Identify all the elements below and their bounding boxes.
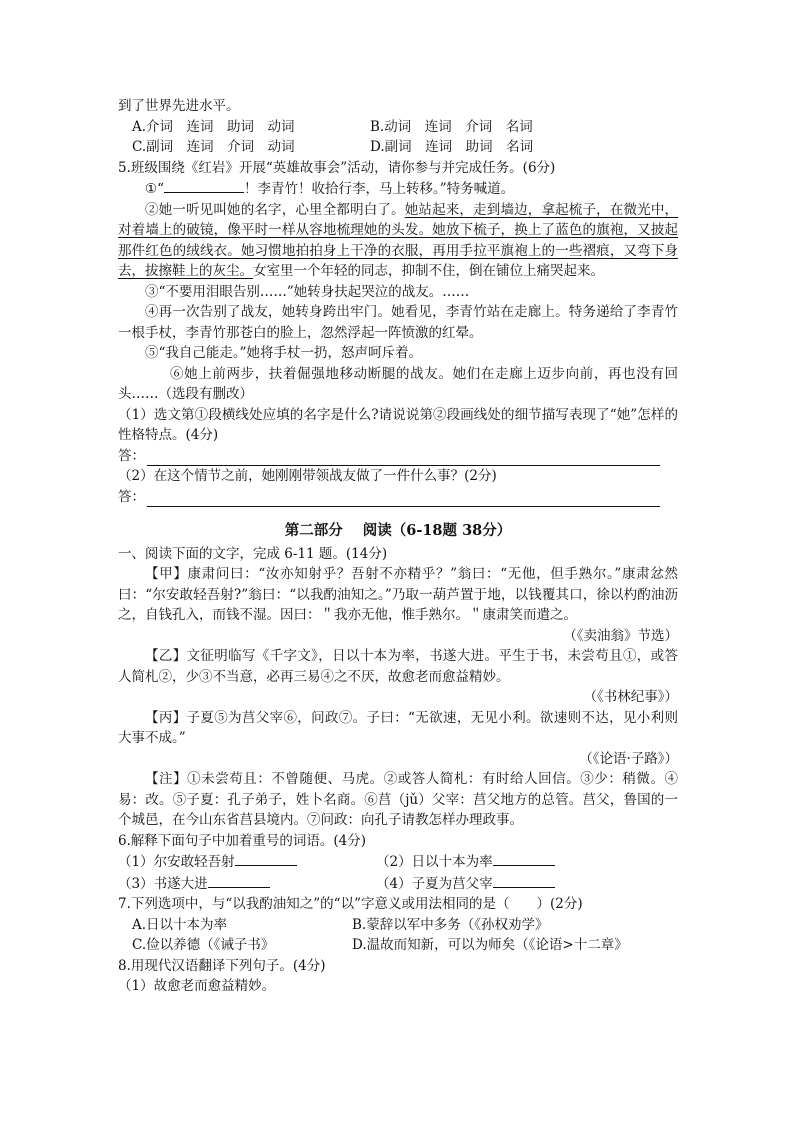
passage-yi: 【乙】文征明临写《千字文》，日以十本为率，书遂大进。平生于书，未尝苟且①，或答人简札②，少③不当意，必再三易④之不厌，故愈老而愈益精妙。 bbox=[118, 648, 678, 685]
answer-field-2[interactable] bbox=[147, 492, 660, 507]
q5-p1-post: ！李青竹！收拾行李，马上转移。”特务喊道。 bbox=[244, 181, 515, 197]
q5-paragraph-6: ⑥她上前两步，扶着倔强地移动断腿的战友。她们在走廊上迈步向前，再也没有回头……（选段有删改） bbox=[118, 365, 678, 402]
passage-jia: 【甲】康肃问曰：“汝亦知射乎？吾射不亦精乎？”翁曰：“无他，但手熟尔。”康肃忿然曰：“尔安敢轻吾射?”翁曰：“以我酌油知之。”乃取一葫芦置于地，以钱覆其口，徐以杓酌油沥之，自钱孔入，而钱不湿。因曰：＂我亦无他，惟手熟尔。＂康肃笑而遣之。 bbox=[118, 566, 678, 623]
q7-options-row-1 bbox=[118, 915, 678, 936]
q4-options-row-2 bbox=[118, 137, 678, 158]
part-2-intro: 一、阅读下面的文字，完成 6-11 题。(14分) bbox=[118, 545, 388, 562]
q6-blank-4[interactable] bbox=[493, 873, 555, 888]
q5-paragraph-5: ⑤“我自己能走。”她将手杖一扔，怒声呵斥着。 bbox=[145, 345, 423, 361]
passage-bing: 【丙】子夏⑤为莒父宰⑥，问政⑦。子曰：“无欲速，无见小利。欲速则不达，见小利则大事不成。” bbox=[118, 709, 678, 746]
q5-paragraph-4: ④再一次告别了战友，她转身跨出牢门。她看见，李青竹站在走廊上。特务递给了李青竹一根手杖，李青竹那苍白的脸上，忽然浮起一阵愤激的红晕。 bbox=[118, 304, 678, 341]
q6-blank-1[interactable] bbox=[235, 851, 297, 866]
q5-name-blank[interactable] bbox=[164, 178, 244, 193]
q6-item-3: （3）书遂大进 bbox=[118, 875, 208, 892]
q4-option-c[interactable]: C.副词 连词 介词 动词 bbox=[132, 139, 295, 155]
q7-options-row-2 bbox=[118, 935, 678, 956]
part-2-title-right: 阅读（6-18题 38分） bbox=[362, 522, 512, 539]
q5-p2-underlined: 她站起来，走到墙边，拿起梳子，在微光中，对着墙上的破镜，像平时一样从容地梳理她的头发。她放下梳子，换上了蓝色的旗袍，又披起那件红色的绒线衣。她习惯地拍拍身上干净的衣服，再用手拉平旗袍上的一些褶痕，又弯下身去，拔擦鞋上的灰尘。 bbox=[118, 201, 678, 279]
q5-stem: 5.班级围绕《红岩》开展“英雄故事会”活动，请你参与并完成任务。(6分) bbox=[118, 159, 556, 176]
part-2-title-left: 第二部分 bbox=[284, 522, 343, 539]
q6-item-1: （1）尔安敢轻吾射 bbox=[118, 854, 235, 870]
q7-option-b[interactable]: B.蒙辞以军中多务（《孙权劝学》 bbox=[352, 916, 549, 933]
passage-yi-source: （《书林纪事》） bbox=[583, 689, 678, 705]
q8-stem: 8.用现代汉语翻译下列句子。(4分) bbox=[118, 957, 326, 974]
passage-jia-source: （《卖油翁》节选） bbox=[563, 627, 678, 644]
part-2-title bbox=[118, 521, 678, 542]
q6-stem: 6.解释下面句子中加着重号的词语。(4分) bbox=[118, 832, 367, 849]
top-line: 到了世界先进水平。 bbox=[118, 98, 240, 114]
q6-item-4: （4）子夏为莒父宰 bbox=[376, 875, 493, 892]
q5-sub-question-2: （2）在这个情节之前，她刚刚带领战友做了一件什么事？(2分) bbox=[118, 468, 497, 484]
passage-bing-source: （《论语·子路》） bbox=[579, 750, 678, 767]
q6-blank-3[interactable] bbox=[208, 873, 270, 888]
q8-sentence-1: （1）故愈老而愈益精妙。 bbox=[118, 978, 276, 994]
answer-label: 答： bbox=[118, 488, 145, 505]
q4-option-b[interactable]: B.动词 连词 介词 名词 bbox=[370, 118, 533, 135]
q7-stem: 7.下列选项中，与“以我酌油知之”的“以”字意义或用法相同的是（ ）(2分) bbox=[118, 896, 583, 912]
q7-option-c[interactable]: C.俭以养德（《诫子书》 bbox=[132, 937, 275, 953]
q4-option-d[interactable]: D.副词 连词 助词 名词 bbox=[370, 139, 534, 155]
q5-p1-pre: ①“ bbox=[145, 181, 165, 197]
exam-page bbox=[118, 96, 678, 997]
q5-sub-question-1: （1）选文第①段横线处应填的名字是什么?请说说第②段画线处的细节描写表现了“她”怎样的性格特点。(4分) bbox=[118, 406, 678, 443]
q5-paragraph-2 bbox=[118, 200, 678, 282]
q4-options-row-1 bbox=[118, 117, 678, 138]
q5-p2-lead: ②她一听见叫她的名字，心里全都明白了。 bbox=[145, 201, 405, 218]
q6-row-2 bbox=[118, 873, 678, 895]
q7-option-a[interactable]: A.日以十本为率 bbox=[132, 916, 228, 933]
q6-item-2: （2）日以十本为率 bbox=[376, 854, 493, 870]
q6-row-1 bbox=[118, 851, 678, 873]
q7-option-d[interactable]: D.温故而知新，可以为师矣（《论语>十二章》 bbox=[352, 937, 628, 953]
q5-paragraph-3: ③“不要用泪眼告别……”她转身扶起哭泣的战友。…… bbox=[145, 283, 470, 300]
q6-blank-2[interactable] bbox=[493, 851, 555, 866]
q4-option-a[interactable]: A.介词 连词 助词 动词 bbox=[132, 118, 295, 135]
q5-paragraph-1 bbox=[118, 178, 678, 200]
answer-label: 答： bbox=[118, 447, 145, 464]
q5-p2-tail: 女室里一个年轻的同志，抑制不住，倒在铺位上痛哭起来。 bbox=[253, 263, 604, 279]
q5-answer-line-1 bbox=[118, 446, 678, 467]
passage-notes: 【注】①未尝苟且：不曾随便、马虎。②或答人简札：有时给人回信。③少：稍微。④易：改。⑤子夏：孔子弟子，姓卜名商。⑥莒（jǔ）父宰：莒父地方的总管。莒父，鲁国的一个城邑，在今山东省莒县境内。⑦问政：向孔子请教怎样办理政事。 bbox=[118, 771, 678, 828]
answer-field-1[interactable] bbox=[147, 451, 660, 466]
q5-answer-line-2 bbox=[118, 487, 678, 508]
